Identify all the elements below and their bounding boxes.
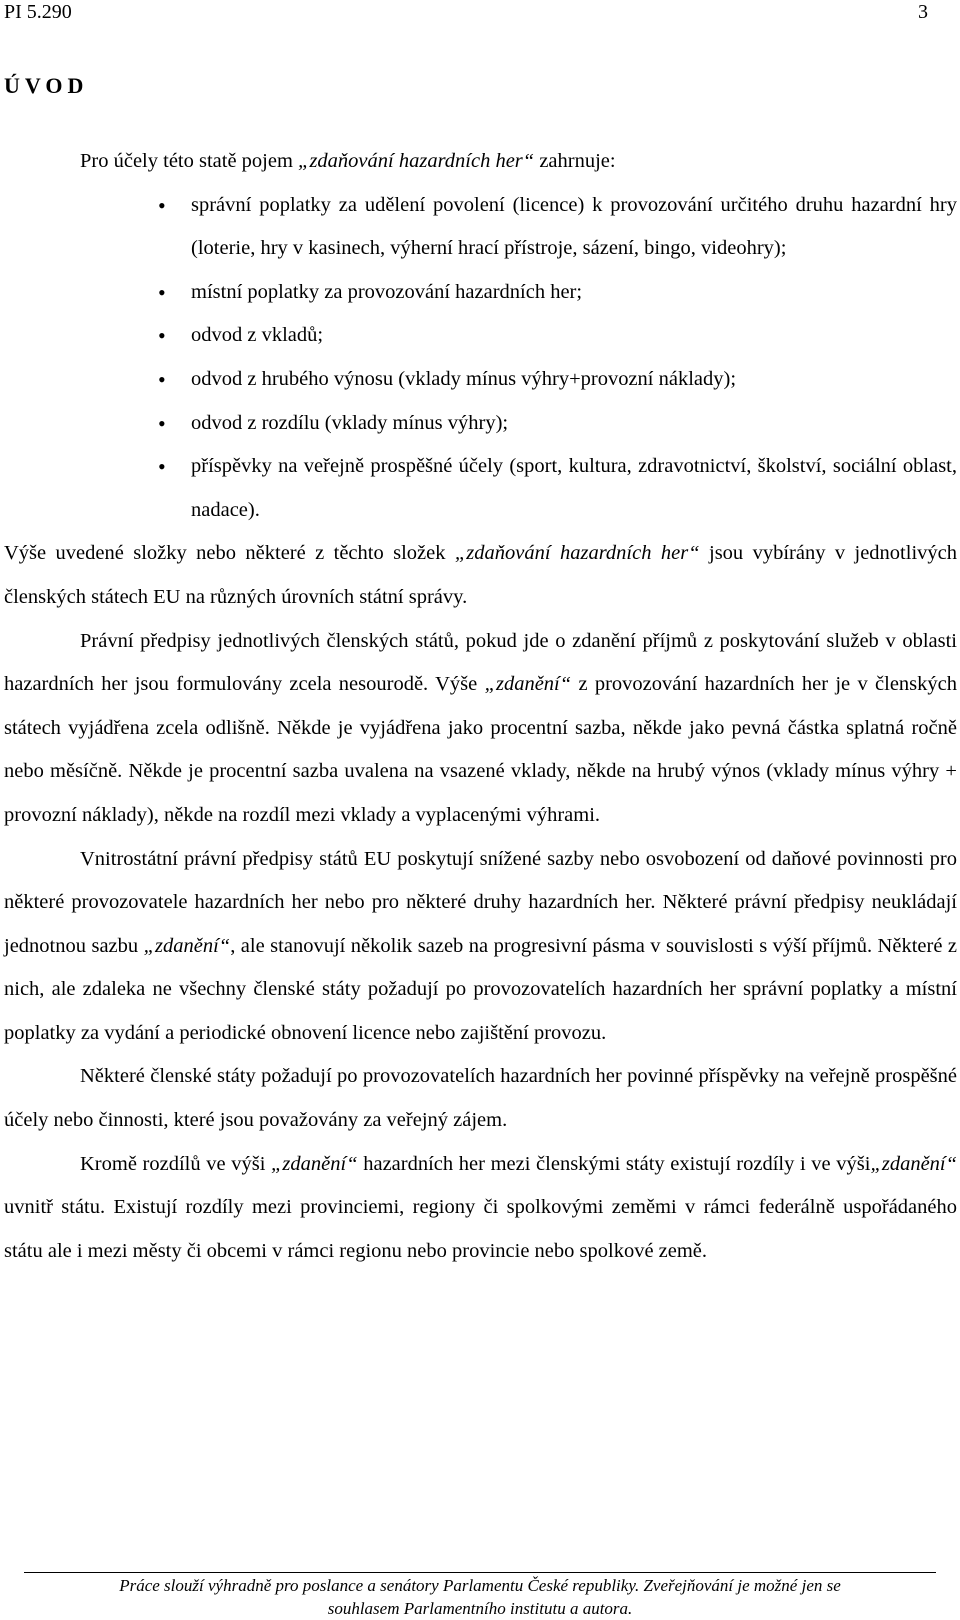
footer-line-2: souhlasem Parlamentního institutu a autora.: [327, 1599, 633, 1618]
list-item-text: odvod z hrubého výnosu (vklady mínus výhry+provozní náklady);: [191, 367, 737, 390]
p5-text-before: Kromě rozdílů ve výši: [80, 1152, 272, 1175]
p5-term-1: „zdanění“: [271, 1152, 358, 1175]
section-heading: ÚVOD: [4, 73, 89, 98]
p5-text-middle: hazardních her mezi členskými státy existují rozdíly i ve výši: [357, 1152, 871, 1175]
bullet-icon: •: [158, 279, 166, 305]
paragraph-4: Některé členské státy požadují po provozovatelích hazardních her povinné příspěvky na veřejně prospěšné účely nebo činnosti, které jsou považovány za veřejný zájem.: [4, 1065, 957, 1132]
document-id: PI 5.290: [4, 1, 72, 23]
p5-text-after: uvnitř státu. Existují rozdíly mezi provinciemi, regiony či spolkovými zeměmi v rámci federálně uspořádaného státu ale i mezi městy či obcemi v rámci regionu nebo provincie nebo spolkové země.: [4, 1196, 957, 1262]
p1-text-after: jsou vybírány v jednotlivých členských státech EU na různých úrovních státní správy.: [4, 542, 957, 608]
p3-text-after: , ale stanovují několik sazeb na progresivní pásma v souvislosti s výší příjmů. Některé z nich, ale zdaleka ne všechny členské státy požadují po provozovatelích hazardních her správní poplatky a místní poplatky za vydání a periodické obnovení licence nebo zajištění provozu.: [4, 934, 957, 1044]
paragraph-2: [4, 620, 957, 838]
list-item-text: správní poplatky za udělení povolení (licence) k provozování určitého druhu hazardní hry (loterie, hry v kasinech, výherní hrací přístroje, sázení, bingo, videohry);: [191, 193, 957, 260]
intro-term: „zdaňování hazardních her“: [298, 150, 535, 172]
page-number: 3: [918, 1, 928, 23]
intro-text-before: Pro účely této statě pojem: [80, 150, 299, 172]
list-item-text: příspěvky na veřejně prospěšné účely (sport, kultura, zdravotnictví, školství, sociální oblast, nadace).: [191, 455, 957, 521]
paragraph-5: [4, 1143, 957, 1274]
footer-line-1: Práce slouží výhradně pro poslance a senátory Parlamentu České republiky. Zveřejňování je možné jen se: [119, 1576, 841, 1595]
footer-divider: [24, 1572, 936, 1573]
bullet-icon: •: [158, 366, 166, 392]
intro-text-after: zahrnuje:: [534, 150, 616, 172]
body-text: [4, 140, 957, 1273]
list-item: [4, 271, 957, 315]
p2-term: „zdanění“: [484, 673, 572, 696]
list-item-text: místní poplatky za provozování hazardních her;: [191, 280, 583, 303]
p5-term-2: „zdanění“: [870, 1152, 958, 1175]
p3-term: „zdanění“: [143, 934, 231, 957]
list-item: [4, 445, 957, 532]
bullet-icon: •: [158, 323, 166, 349]
footer-notice: [0, 1574, 960, 1620]
paragraph-1: [4, 532, 957, 619]
p1-term: „zdaňování hazardních her“: [454, 542, 700, 565]
paragraph-3: [4, 838, 957, 1056]
p1-text-before: Výše uvedené složky nebo některé z těchto složek: [4, 542, 455, 565]
bullet-icon: •: [158, 410, 166, 436]
p2-text-before: Právní předpisy jednotlivých členských států, pokud jde o zdanění příjmů z poskytování služeb v oblasti hazardních her jsou formulovány zcela nesourodě. Výše: [4, 629, 957, 696]
bullet-list: [4, 184, 957, 533]
list-item: [4, 402, 957, 446]
p3-text-before: Vnitrostátní právní předpisy států EU poskytují snížené sazby nebo osvobození od daňové povinnosti pro některé provozovatele hazardních her nebo pro některé druhy hazardních her. Některé právní předpisy neukládají jednotnou sazbu: [4, 847, 957, 957]
intro-paragraph: [4, 140, 957, 184]
list-item: [4, 314, 957, 358]
list-item-text: odvod z vkladů;: [191, 324, 324, 347]
bullet-icon: •: [158, 454, 166, 480]
list-item-text: odvod z rozdílu (vklady mínus výhry);: [191, 411, 509, 434]
bullet-icon: •: [158, 192, 166, 218]
p2-text-after: z provozování hazardních her je v členských státech vyjádřena zcela odlišně. Někde je vyjádřena jako procentní sazba, někde jako pevná částka splatná ročně nebo měsíčně. Někde je procentní sazba uvalena na vsazené vklady, někde na hrubý výnos (vklady mínus výhry + provozní náklady), někde na rozdíl mezi vklady a vyplacenými výhrami.: [4, 673, 957, 826]
list-item: [4, 358, 957, 402]
list-item: [4, 184, 957, 271]
